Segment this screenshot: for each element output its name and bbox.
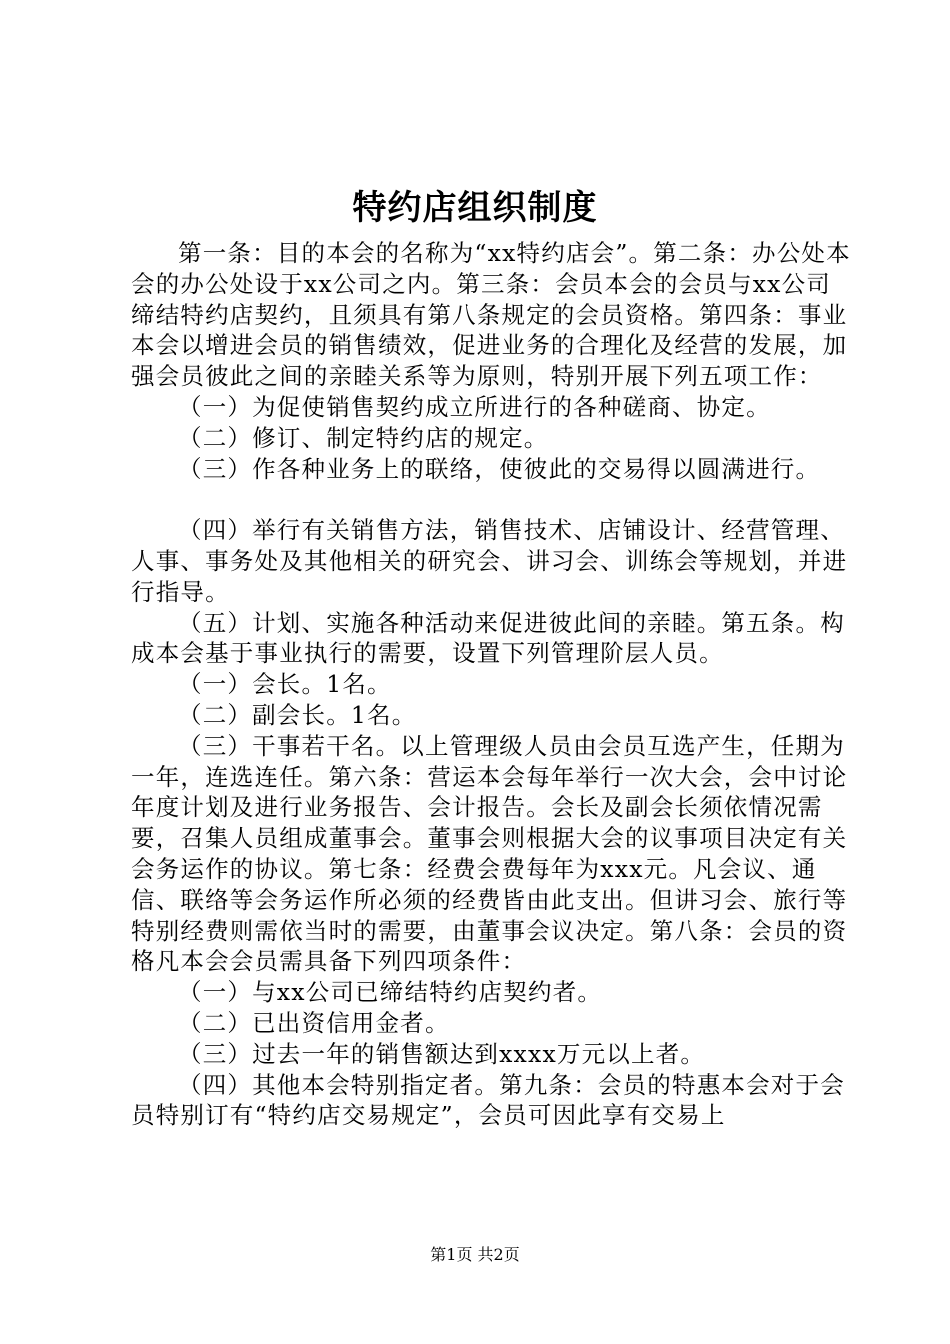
list-item-qualification-1: （一）与xx公司已缔结特约店契约者。 [178, 978, 603, 1007]
page-number-footer: 第1页 共2页 [430, 1245, 520, 1264]
list-item-work-2: （二）修订、制定特约店的规定。 [178, 423, 549, 452]
list-item-qualification-2: （二）已出资信用金者。 [178, 1008, 450, 1037]
list-item-qualification-4: （四）其他本会特别指定者。第九条：会员的特惠本会对于会员特别订有“特约店交易规定”，会员可因此享有交易上 [131, 1070, 845, 1130]
list-item-work-5: （五）计划、实施各种活动来促进彼此间的亲睦。第五条。构成本会基于事业执行的需要，设置下列管理阶层人员。 [131, 608, 845, 668]
document-body [131, 238, 851, 1131]
list-item-work-3: （三）作各种业务上的联络，使彼此的交易得以圆满进行。 [178, 454, 821, 483]
list-item-work-4: （四）举行有关销售方法，销售技术、店铺设计、经营管理、人事、事务处及其他相关的研究会、讲习会、训练会等规划，并进行指导。 [131, 516, 848, 606]
blank-line [131, 484, 851, 515]
list-item-officer-2: （二）副会长。1名。 [178, 700, 417, 729]
paragraph-articles-1-4: 第一条：目的本会的名称为“xx特约店会”。第二条：办公处本会的办公处设于xx公司之内。第三条：会员本会的会员与xx公司缔结特约店契约，且须具有第八条规定的会员资格。第四条：事业本会以增进会员的销售绩效，促进业务的合理化及经营的发展，加强会员彼此之间的亲睦关系等为原则，特别开展下列五项工作： [131, 239, 851, 391]
list-item-qualification-3: （三）过去一年的销售额达到xxxx万元以上者。 [178, 1039, 706, 1068]
list-item-work-1: （一）为促使销售契约成立所进行的各种磋商、协定。 [178, 392, 771, 421]
list-item-officer-1: （一）会长。1名。 [178, 670, 392, 699]
list-item-officer-3: （三）干事若干名。以上管理级人员由会员互选产生，任期为一年，连选连任。第六条：营运本会每年举行一次大会，会中讨论年度计划及进行业务报告、会计报告。会长及副会长须依情况需要，召集人员组成董事会。董事会则根据大会的议事项目决定有关会务运作的协议。第七条：经费会费每年为xxx元。凡会议、通信、联络等会务运作所必须的经费皆由此支出。但讲习会、旅行等特别经费则需依当时的需要，由董事会议决定。第八条：会员的资格凡本会会员需具备下列四项条件： [131, 731, 848, 976]
document-title: 特约店组织制度 [352, 188, 598, 228]
